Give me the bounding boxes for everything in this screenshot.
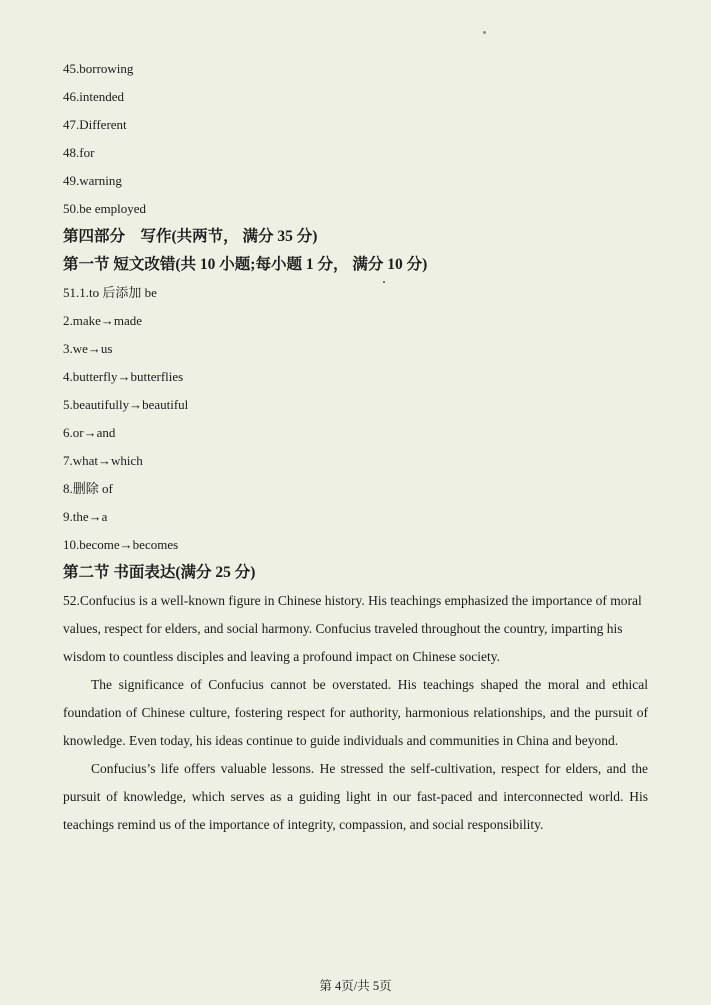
essay-paragraph-2: The significance of Confucius cannot be overstated. His teachings shaped the moral and ethical foundation of Chinese culture, fostering respect for authority, harmonious relationships, and the pursuit of knowledge. Even today, his ideas continue to guide individuals and communities in China and beyond. (63, 677, 648, 748)
page-content (63, 55, 648, 839)
answer-line-47: 47.Different (63, 117, 127, 132)
correction-line-7: 7.what→which (63, 453, 143, 468)
answer-line-49: 49.warning (63, 173, 122, 188)
section2-heading: 第二节 书面表达(满分 25 分) (63, 564, 256, 581)
answer-line-45: 45.borrowing (63, 61, 134, 76)
essay-paragraph-1: 52.Confucius is a well-known figure in Chinese history. His teachings emphasized the importance of moral values, respect for elders, and social harmony. Confucius traveled throughout the country, imparting his wisdom to countless disciples and leaving a profound impact on Chinese society. (63, 593, 642, 664)
page-number-footer: 第 4页/共 5页 (319, 979, 392, 993)
part4-heading: 第四部分 写作(共两节， 满分 35 分) (63, 228, 318, 245)
essay-paragraph-3: Confucius’s life offers valuable lessons. He stressed the self-cultivation, respect for elders, and the pursuit of knowledge, which serves as a guiding light in our fast-paced and interconnected world. His teachings remind us of the importance of integrity, compassion, and social responsibility. (63, 761, 648, 832)
correction-line-5: 5.beautifully→beautiful (63, 397, 189, 412)
correction-line-9: 9.the→a (63, 509, 108, 524)
answer-line-46: 46.intended (63, 89, 125, 104)
correction-line-8: 8.删除 of (63, 481, 113, 496)
correction-line-2: 2.make→made (63, 313, 143, 328)
correction-line-3: 3.we→us (63, 341, 113, 356)
correction-line-6: 6.or→and (63, 425, 116, 440)
correction-line-4: 4.butterfly→butterflies (63, 369, 184, 384)
answer-line-48: 48.for (63, 145, 95, 160)
scan-speck-icon (483, 31, 486, 34)
correction-line-1: 51.1.to 后添加 be (63, 285, 157, 300)
correction-line-10: 10.become→becomes (63, 537, 179, 552)
answer-line-50: 50.be employed (63, 201, 147, 216)
section1-heading: 第一节 短文改错(共 10 小题;每小题 1 分， 满分 10 分) (63, 256, 428, 273)
